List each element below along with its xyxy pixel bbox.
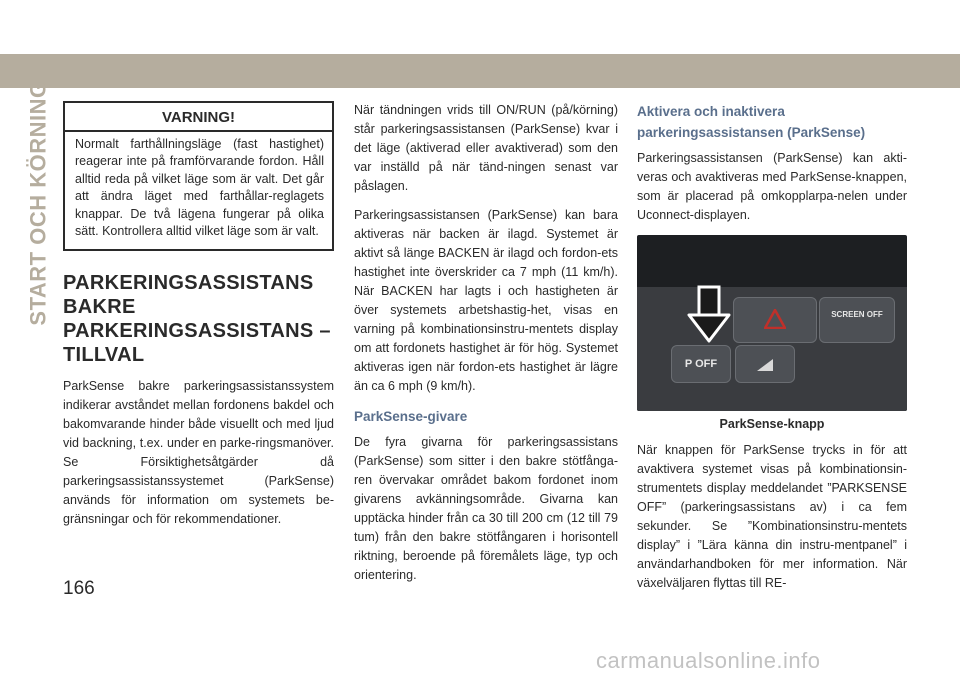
screen-off-label: SCREEN OFF [831,310,883,319]
parksense-button-photo [637,235,907,411]
intro-paragraph: ParkSense bakre parkeringsassistanssystem indikerar avståndet mellan fordonens bakdel och bakomvarande hinder både visuellt och med ljud vid backning, t.ex. under en parke-ringsmanöver. Se Försiktighetsåtgärder då parkeringsassistanssystemet (ParkSense) används för information om systemets be-gränsningar och för rekommendationer. [63,379,334,527]
column-left [63,101,334,539]
reverse-paragraph: Parkeringsassistansen (ParkSense) kan bara aktiveras när backen är ilagd. Systemet är aktivt så länge BACKEN är ilagd och fordon-ets hastighet inte överskrider ca 7 mph (11 km/h). När BACKEN har lagts i och hastigheten är över systemets arbetshastig-het, visas en varning på kombinationsinstru-mentets display om att fordonets hastighet är för hög. Systemet aktiveras igen när fordon-ets hastighet är lägre än ca 6 mph (9 km/h). [354,208,618,393]
screen-off-button [819,297,895,343]
hill-descent-icon [756,356,774,372]
down-arrow-icon [687,285,731,343]
page-number: 166 [63,578,95,599]
header-stripe [0,54,960,88]
hazard-triangle-icon [764,309,786,329]
p-off-label: P OFF [684,358,718,370]
watermark: carmanualsonline.info [596,648,821,673]
activate-paragraph: Parkeringsassistansen (ParkSense) kan akti-veras och avaktiveras med ParkSense-knappen, som är placerad på omkopplarpa-nelen under Uconnect-displayen. [637,151,907,222]
section-title: PARKERINGSASSISTANS BAKRE PARKERINGSASSISTANS – TILLVAL [63,272,331,367]
sensors-heading: ParkSense-givare [354,409,468,424]
side-chapter-label: START OCH KÖRNING [26,79,52,326]
deactivate-paragraph: När knappen för ParkSense trycks in för att avaktivera systemet visas på kombinationsin-strumentets display meddelandet ”PARKSENSE OFF” (parkeringsassistans av) i ca fem sekunder. Se ”Kombinationsinstru-mentets display” i ”Lära känna din instru-mentpanel” i användarhandboken för mer information. När växelväljaren flyttas till RE- [637,443,907,590]
photo-caption: ParkSense-knapp [719,417,825,431]
parksense-off-button [671,345,731,383]
side-chapter-tab [24,79,54,326]
warning-title: VARNING! [65,103,332,132]
activate-heading: Aktivera och inaktivera parkeringsassistansen (ParkSense) [637,104,866,140]
hill-descent-button [735,345,795,383]
column-middle [354,101,618,595]
warning-text: Normalt farthållningsläge (fast hastighet) reagerar inte på framförvarande fordon. Håll alltid reda på vilket läge som är valt. Det går att ändra läget med farthållar-reglagets knappar. De två lägena fungerar på olika sätt. Kontrollera alltid vilket läge som är valt. [75,137,324,239]
top-margin [0,0,960,54]
ignition-paragraph: När tändningen vrids till ON/RUN (på/körning) står parkeringsassistansen (ParkSense) kvar i det läge (aktiverad eller avaktiverad) som den var inställd på när tänd-ningen senast var påslagen. [354,103,618,193]
column-right [637,101,907,603]
hazard-button [733,297,817,343]
warning-box [63,101,334,251]
sensors-paragraph: De fyra givarna för parkeringsassistans (ParkSense) som sitter i den bakre stötfånga-ren övervakar området bakom fordonet inom givarens avkänningsområde. Givarna kan upptäcka hinder från ca 30 till 200 cm (12 till 79 tum) från den bakre stötfångaren i horisontell riktning, beroende på föremålets läge, typ och orientering. [354,435,618,582]
